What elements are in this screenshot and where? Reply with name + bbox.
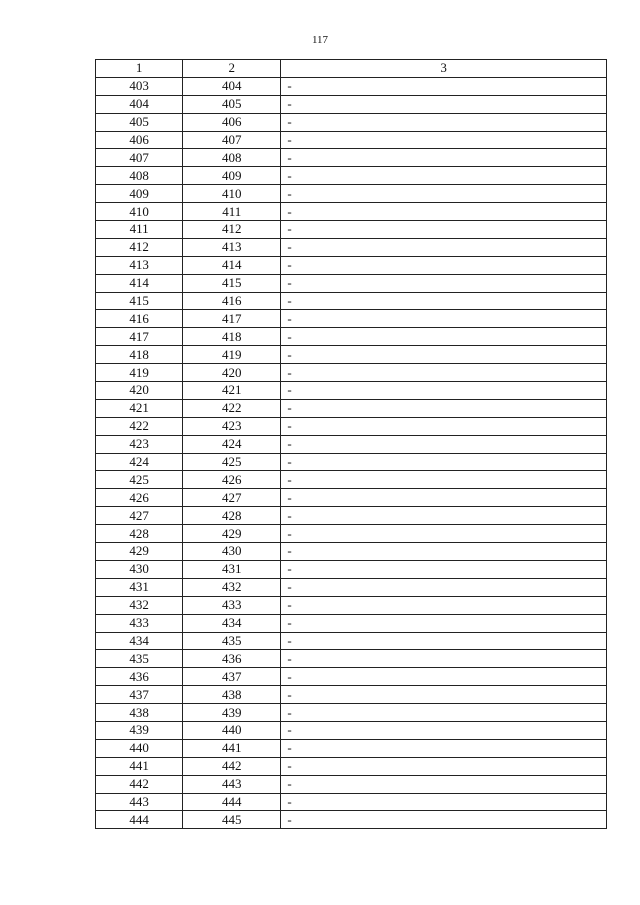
cell-col2: 406 bbox=[183, 113, 281, 131]
table-row bbox=[96, 471, 607, 489]
cell-col3: - bbox=[281, 77, 607, 95]
table-row bbox=[96, 113, 607, 131]
table-row bbox=[96, 310, 607, 328]
cell-col2: 432 bbox=[183, 578, 281, 596]
cell-col2: 422 bbox=[183, 399, 281, 417]
cell-col3: - bbox=[281, 704, 607, 722]
cell-col3: - bbox=[281, 364, 607, 382]
cell-col3: - bbox=[281, 238, 607, 256]
table-row bbox=[96, 77, 607, 95]
cell-col2: 442 bbox=[183, 757, 281, 775]
cell-col1: 413 bbox=[96, 256, 183, 274]
cell-col1: 443 bbox=[96, 793, 183, 811]
cell-col1: 403 bbox=[96, 77, 183, 95]
cell-col3: - bbox=[281, 560, 607, 578]
cell-col3: - bbox=[281, 578, 607, 596]
cell-col3: - bbox=[281, 203, 607, 221]
cell-col2: 445 bbox=[183, 811, 281, 829]
table-row bbox=[96, 704, 607, 722]
cell-col1: 423 bbox=[96, 435, 183, 453]
cell-col2: 410 bbox=[183, 185, 281, 203]
table-row bbox=[96, 435, 607, 453]
cell-col1: 440 bbox=[96, 739, 183, 757]
table-row bbox=[96, 167, 607, 185]
table-row bbox=[96, 668, 607, 686]
cell-col1: 436 bbox=[96, 668, 183, 686]
cell-col2: 421 bbox=[183, 382, 281, 400]
cell-col3: - bbox=[281, 95, 607, 113]
cell-col2: 416 bbox=[183, 292, 281, 310]
table-row bbox=[96, 382, 607, 400]
table-row bbox=[96, 793, 607, 811]
cell-col2: 424 bbox=[183, 435, 281, 453]
cell-col1: 432 bbox=[96, 596, 183, 614]
cell-col2: 425 bbox=[183, 453, 281, 471]
cell-col1: 421 bbox=[96, 399, 183, 417]
table-row bbox=[96, 203, 607, 221]
cell-col2: 440 bbox=[183, 721, 281, 739]
cell-col3: - bbox=[281, 310, 607, 328]
cell-col1: 419 bbox=[96, 364, 183, 382]
cell-col3: - bbox=[281, 221, 607, 239]
cell-col1: 422 bbox=[96, 417, 183, 435]
cell-col1: 433 bbox=[96, 614, 183, 632]
cell-col3: - bbox=[281, 185, 607, 203]
cell-col1: 404 bbox=[96, 95, 183, 113]
cell-col1: 439 bbox=[96, 721, 183, 739]
cell-col3: - bbox=[281, 149, 607, 167]
cell-col2: 405 bbox=[183, 95, 281, 113]
table-row bbox=[96, 221, 607, 239]
table-row bbox=[96, 686, 607, 704]
cell-col1: 406 bbox=[96, 131, 183, 149]
cell-col3: - bbox=[281, 596, 607, 614]
cell-col2: 418 bbox=[183, 328, 281, 346]
table-row bbox=[96, 739, 607, 757]
cell-col3: - bbox=[281, 543, 607, 561]
cell-col2: 444 bbox=[183, 793, 281, 811]
table-row bbox=[96, 364, 607, 382]
cell-col3: - bbox=[281, 811, 607, 829]
cell-col1: 426 bbox=[96, 489, 183, 507]
table-row bbox=[96, 596, 607, 614]
cell-col1: 424 bbox=[96, 453, 183, 471]
cell-col3: - bbox=[281, 614, 607, 632]
cell-col2: 429 bbox=[183, 525, 281, 543]
cell-col3: - bbox=[281, 328, 607, 346]
cell-col2: 426 bbox=[183, 471, 281, 489]
cell-col1: 430 bbox=[96, 560, 183, 578]
cell-col3: - bbox=[281, 453, 607, 471]
table-row bbox=[96, 578, 607, 596]
cell-col1: 410 bbox=[96, 203, 183, 221]
cell-col2: 428 bbox=[183, 507, 281, 525]
table-row bbox=[96, 507, 607, 525]
table-row bbox=[96, 346, 607, 364]
cell-col3: - bbox=[281, 739, 607, 757]
table-row bbox=[96, 399, 607, 417]
column-header-2: 2 bbox=[183, 60, 281, 78]
table-row bbox=[96, 489, 607, 507]
cell-col2: 430 bbox=[183, 543, 281, 561]
table-row bbox=[96, 775, 607, 793]
cell-col3: - bbox=[281, 757, 607, 775]
cell-col3: - bbox=[281, 471, 607, 489]
cell-col1: 418 bbox=[96, 346, 183, 364]
cell-col2: 434 bbox=[183, 614, 281, 632]
cell-col2: 435 bbox=[183, 632, 281, 650]
cell-col1: 427 bbox=[96, 507, 183, 525]
cell-col2: 436 bbox=[183, 650, 281, 668]
cell-col1: 414 bbox=[96, 274, 183, 292]
cell-col3: - bbox=[281, 167, 607, 185]
data-table bbox=[95, 59, 607, 829]
cell-col3: - bbox=[281, 274, 607, 292]
table-row bbox=[96, 614, 607, 632]
table-row bbox=[96, 525, 607, 543]
cell-col2: 439 bbox=[183, 704, 281, 722]
cell-col1: 431 bbox=[96, 578, 183, 596]
cell-col2: 412 bbox=[183, 221, 281, 239]
cell-col3: - bbox=[281, 256, 607, 274]
cell-col1: 408 bbox=[96, 167, 183, 185]
cell-col2: 433 bbox=[183, 596, 281, 614]
table-row bbox=[96, 131, 607, 149]
cell-col3: - bbox=[281, 382, 607, 400]
cell-col3: - bbox=[281, 346, 607, 364]
table-row bbox=[96, 543, 607, 561]
table-row bbox=[96, 185, 607, 203]
cell-col2: 423 bbox=[183, 417, 281, 435]
cell-col1: 416 bbox=[96, 310, 183, 328]
cell-col1: 412 bbox=[96, 238, 183, 256]
table-row bbox=[96, 292, 607, 310]
cell-col1: 417 bbox=[96, 328, 183, 346]
cell-col2: 415 bbox=[183, 274, 281, 292]
cell-col3: - bbox=[281, 489, 607, 507]
cell-col3: - bbox=[281, 721, 607, 739]
cell-col1: 435 bbox=[96, 650, 183, 668]
table-row bbox=[96, 95, 607, 113]
cell-col1: 411 bbox=[96, 221, 183, 239]
cell-col2: 443 bbox=[183, 775, 281, 793]
cell-col3: - bbox=[281, 525, 607, 543]
table-row bbox=[96, 721, 607, 739]
cell-col2: 431 bbox=[183, 560, 281, 578]
cell-col2: 407 bbox=[183, 131, 281, 149]
cell-col1: 428 bbox=[96, 525, 183, 543]
table-row bbox=[96, 149, 607, 167]
table-row bbox=[96, 560, 607, 578]
cell-col2: 404 bbox=[183, 77, 281, 95]
cell-col3: - bbox=[281, 793, 607, 811]
cell-col3: - bbox=[281, 113, 607, 131]
cell-col1: 425 bbox=[96, 471, 183, 489]
cell-col2: 414 bbox=[183, 256, 281, 274]
cell-col3: - bbox=[281, 668, 607, 686]
cell-col1: 438 bbox=[96, 704, 183, 722]
cell-col1: 442 bbox=[96, 775, 183, 793]
cell-col2: 409 bbox=[183, 167, 281, 185]
table-row bbox=[96, 650, 607, 668]
cell-col1: 441 bbox=[96, 757, 183, 775]
cell-col1: 437 bbox=[96, 686, 183, 704]
cell-col1: 444 bbox=[96, 811, 183, 829]
cell-col2: 411 bbox=[183, 203, 281, 221]
cell-col3: - bbox=[281, 650, 607, 668]
table-row bbox=[96, 274, 607, 292]
cell-col3: - bbox=[281, 131, 607, 149]
table-header bbox=[96, 60, 607, 78]
table-row bbox=[96, 238, 607, 256]
cell-col3: - bbox=[281, 292, 607, 310]
cell-col1: 415 bbox=[96, 292, 183, 310]
table-row bbox=[96, 256, 607, 274]
cell-col1: 409 bbox=[96, 185, 183, 203]
cell-col2: 408 bbox=[183, 149, 281, 167]
cell-col1: 420 bbox=[96, 382, 183, 400]
table-row bbox=[96, 417, 607, 435]
column-header-3: 3 bbox=[281, 60, 607, 78]
table-row bbox=[96, 811, 607, 829]
cell-col3: - bbox=[281, 435, 607, 453]
column-header-1: 1 bbox=[96, 60, 183, 78]
table-row bbox=[96, 632, 607, 650]
cell-col2: 437 bbox=[183, 668, 281, 686]
cell-col3: - bbox=[281, 632, 607, 650]
header-row bbox=[96, 60, 607, 78]
cell-col2: 420 bbox=[183, 364, 281, 382]
cell-col3: - bbox=[281, 417, 607, 435]
table-body bbox=[96, 77, 607, 828]
cell-col2: 438 bbox=[183, 686, 281, 704]
cell-col2: 413 bbox=[183, 238, 281, 256]
table-row bbox=[96, 757, 607, 775]
cell-col1: 434 bbox=[96, 632, 183, 650]
cell-col1: 405 bbox=[96, 113, 183, 131]
cell-col2: 441 bbox=[183, 739, 281, 757]
cell-col3: - bbox=[281, 775, 607, 793]
cell-col3: - bbox=[281, 507, 607, 525]
page-number: 117 bbox=[311, 34, 329, 46]
table-row bbox=[96, 453, 607, 471]
cell-col2: 419 bbox=[183, 346, 281, 364]
table-row bbox=[96, 328, 607, 346]
cell-col1: 429 bbox=[96, 543, 183, 561]
cell-col2: 427 bbox=[183, 489, 281, 507]
cell-col1: 407 bbox=[96, 149, 183, 167]
cell-col3: - bbox=[281, 399, 607, 417]
cell-col2: 417 bbox=[183, 310, 281, 328]
cell-col3: - bbox=[281, 686, 607, 704]
